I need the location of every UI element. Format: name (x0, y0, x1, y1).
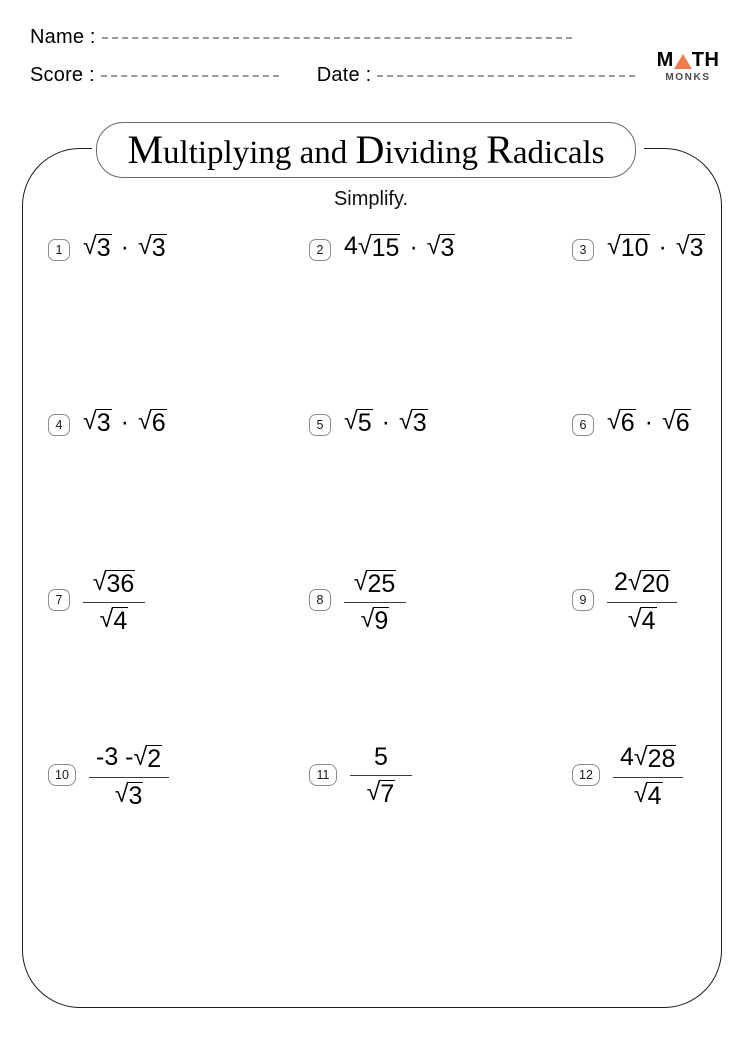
fraction-bar (89, 777, 169, 778)
radical-expression (367, 780, 396, 807)
coefficient: 4 (620, 743, 634, 771)
multiplication-dot-icon: · (120, 233, 129, 261)
radical-sign-icon: √ (99, 605, 114, 633)
multiplication-dot-icon: · (658, 233, 667, 261)
radicand: 6 (675, 409, 690, 437)
problem-cell-4 (22, 403, 255, 578)
score-label: Score : (30, 64, 95, 86)
fraction-bar (344, 602, 406, 603)
radical-expression (138, 409, 167, 436)
fraction-denominator (621, 607, 664, 634)
problem-cell-3 (488, 228, 721, 403)
multiplication-dot-icon: · (120, 408, 129, 436)
fraction-numerator (89, 745, 169, 772)
radical-sign-icon: √ (366, 778, 381, 806)
radicand: 3 (151, 234, 166, 262)
fraction (89, 745, 169, 809)
radical-sign-icon: √ (607, 407, 621, 435)
fraction-numerator (347, 570, 404, 597)
logo-subtitle: MONKS (665, 72, 711, 83)
worksheet-title-box (96, 122, 636, 178)
problem-number-badge: 12 (572, 764, 600, 786)
radical-expression (138, 234, 167, 261)
problems-grid (22, 228, 722, 928)
problem-expression-11 (350, 743, 412, 808)
logo-letters-th: TH (691, 49, 720, 71)
logo-wordmark (652, 50, 724, 70)
radical-sign-icon: √ (627, 605, 642, 633)
problem-expression-1 (83, 234, 167, 261)
radical-expression (361, 607, 390, 634)
radical-sign-icon: √ (633, 743, 648, 771)
numerator-prefix: 5 (374, 743, 388, 771)
radicand: 4 (641, 607, 656, 635)
name-field-row (30, 26, 712, 64)
fraction-denominator (108, 782, 151, 809)
radical-expression (607, 409, 636, 436)
problem-row (22, 743, 722, 928)
radical-expression (634, 745, 677, 772)
radicand: 3 (440, 234, 455, 262)
radical-expression (354, 570, 397, 597)
problem-cell-9 (488, 568, 721, 753)
fraction (613, 745, 683, 809)
fraction (350, 745, 412, 807)
problem-expression-9 (607, 568, 677, 635)
fraction (607, 570, 677, 634)
radicand: 6 (620, 409, 635, 437)
radicand: 3 (96, 409, 111, 437)
name-input-line[interactable] (102, 36, 572, 39)
problem-number-badge: 3 (572, 239, 594, 261)
problem-expression-7 (83, 568, 145, 635)
fraction-bar (350, 775, 412, 776)
radicand: 4 (113, 607, 128, 635)
radicand: 9 (374, 607, 389, 635)
radicand: 5 (357, 409, 372, 437)
fraction-denominator (354, 607, 397, 634)
radicand: 10 (620, 234, 649, 262)
radical-expression (676, 234, 705, 261)
problem-number-badge: 7 (48, 589, 70, 611)
radical-expression (115, 782, 144, 809)
fraction-numerator (367, 745, 395, 770)
multiplication-dot-icon: · (409, 233, 418, 261)
radical-expression (134, 745, 163, 772)
fraction-bar (83, 602, 145, 603)
problem-number-badge: 10 (48, 764, 76, 786)
problem-cell-2 (255, 228, 488, 403)
problem-expression-3 (607, 234, 705, 261)
fraction (83, 570, 145, 634)
coefficient: 2 (614, 568, 628, 596)
radicand: 15 (371, 234, 400, 262)
radical-expression (628, 607, 657, 634)
radical-expression (83, 409, 112, 436)
radical-sign-icon: √ (661, 407, 676, 435)
date-label: Date : (316, 64, 372, 86)
score-date-field-row (30, 64, 712, 102)
score-input-line[interactable] (101, 74, 279, 77)
radical-expression (628, 570, 671, 597)
problem-cell-11 (255, 743, 488, 928)
fraction-numerator (613, 745, 683, 772)
instruction-text: Simplify. (333, 188, 409, 210)
title-rest-radicals: adicals (512, 135, 605, 171)
title-rest-dividing: ividing (384, 135, 478, 171)
radical-sign-icon: √ (83, 407, 97, 435)
triangle-icon (674, 54, 692, 69)
fraction (344, 570, 406, 634)
radicand: 3 (689, 234, 704, 262)
problem-number-badge: 6 (572, 414, 594, 436)
radical-expression (399, 409, 428, 436)
problem-number-badge: 2 (309, 239, 331, 261)
radical-sign-icon: √ (353, 568, 368, 596)
radical-expression (358, 234, 401, 261)
problem-cell-7 (22, 568, 255, 753)
title-cap-m: M (127, 127, 164, 172)
radical-expression (427, 234, 456, 261)
problem-expression-8 (344, 568, 406, 635)
multiplication-dot-icon: · (644, 408, 653, 436)
radical-sign-icon: √ (357, 232, 372, 260)
problem-cell-10 (22, 743, 255, 928)
title-cap-d: D (355, 127, 385, 172)
fraction-bar (607, 602, 677, 603)
radicand: 36 (106, 570, 135, 598)
problem-number-badge: 11 (309, 764, 337, 786)
problem-expression-5 (344, 409, 428, 436)
radical-sign-icon: √ (133, 743, 148, 771)
problem-expression-12 (613, 743, 683, 810)
problem-number-badge: 4 (48, 414, 70, 436)
radical-sign-icon: √ (83, 232, 97, 260)
fraction-bar (613, 777, 683, 778)
page-title (127, 127, 605, 172)
title-cap-r: R (486, 127, 513, 172)
radicand: 4 (647, 782, 662, 810)
numerator-prefix: -3 - (96, 743, 134, 771)
problem-number-badge: 9 (572, 589, 594, 611)
radical-expression (344, 409, 373, 436)
radical-sign-icon: √ (633, 780, 648, 808)
fraction-denominator (360, 780, 403, 807)
problem-expression-10 (89, 743, 169, 810)
radical-expression (93, 570, 136, 597)
radicand: 20 (641, 570, 670, 598)
radicand: 3 (412, 409, 427, 437)
radical-sign-icon: √ (398, 407, 413, 435)
fraction-numerator (86, 570, 143, 597)
problem-expression-2 (344, 234, 455, 261)
title-rest-multiplying: ultiplying (163, 135, 292, 171)
radical-expression (83, 234, 112, 261)
radical-expression (100, 607, 129, 634)
worksheet-header (30, 26, 712, 106)
fraction-numerator (607, 570, 677, 597)
problem-number-badge: 5 (309, 414, 331, 436)
title-rest-and: and (299, 135, 348, 171)
problem-number-badge: 8 (309, 589, 331, 611)
problem-row (22, 228, 722, 403)
radical-sign-icon: √ (627, 568, 642, 596)
coefficient: 4 (344, 232, 358, 260)
radical-sign-icon: √ (426, 232, 441, 260)
multiplication-dot-icon: · (381, 408, 390, 436)
problem-row (22, 568, 722, 753)
radicand: 6 (151, 409, 166, 437)
problem-expression-4 (83, 409, 167, 436)
radical-sign-icon: √ (360, 605, 375, 633)
radical-sign-icon: √ (344, 407, 358, 435)
problem-cell-12 (488, 743, 721, 928)
radicand: 3 (128, 782, 143, 810)
radicand: 7 (380, 780, 395, 808)
date-input-line[interactable] (377, 74, 635, 77)
name-label: Name : (30, 26, 96, 48)
problem-cell-1 (22, 228, 255, 403)
problem-cell-5 (255, 403, 488, 578)
radical-sign-icon: √ (92, 568, 107, 596)
problem-row (22, 403, 722, 578)
problem-expression-6 (607, 409, 691, 436)
problem-number-badge: 1 (48, 239, 70, 261)
radical-expression (634, 782, 663, 809)
math-monks-logo (652, 50, 724, 83)
radical-sign-icon: √ (607, 232, 621, 260)
problem-cell-6 (488, 403, 721, 578)
radical-sign-icon: √ (675, 232, 690, 260)
radical-sign-icon: √ (114, 780, 129, 808)
radicand: 28 (647, 745, 676, 773)
logo-letter-m: M (656, 49, 674, 71)
radical-sign-icon: √ (137, 232, 152, 260)
problem-cell-8 (255, 568, 488, 753)
fraction-denominator (93, 607, 136, 634)
radicand: 2 (147, 745, 162, 773)
radical-expression (607, 234, 650, 261)
radical-sign-icon: √ (137, 407, 152, 435)
radicand: 25 (367, 570, 396, 598)
radical-expression (662, 409, 691, 436)
fraction-denominator (627, 782, 670, 809)
radicand: 3 (96, 234, 111, 262)
